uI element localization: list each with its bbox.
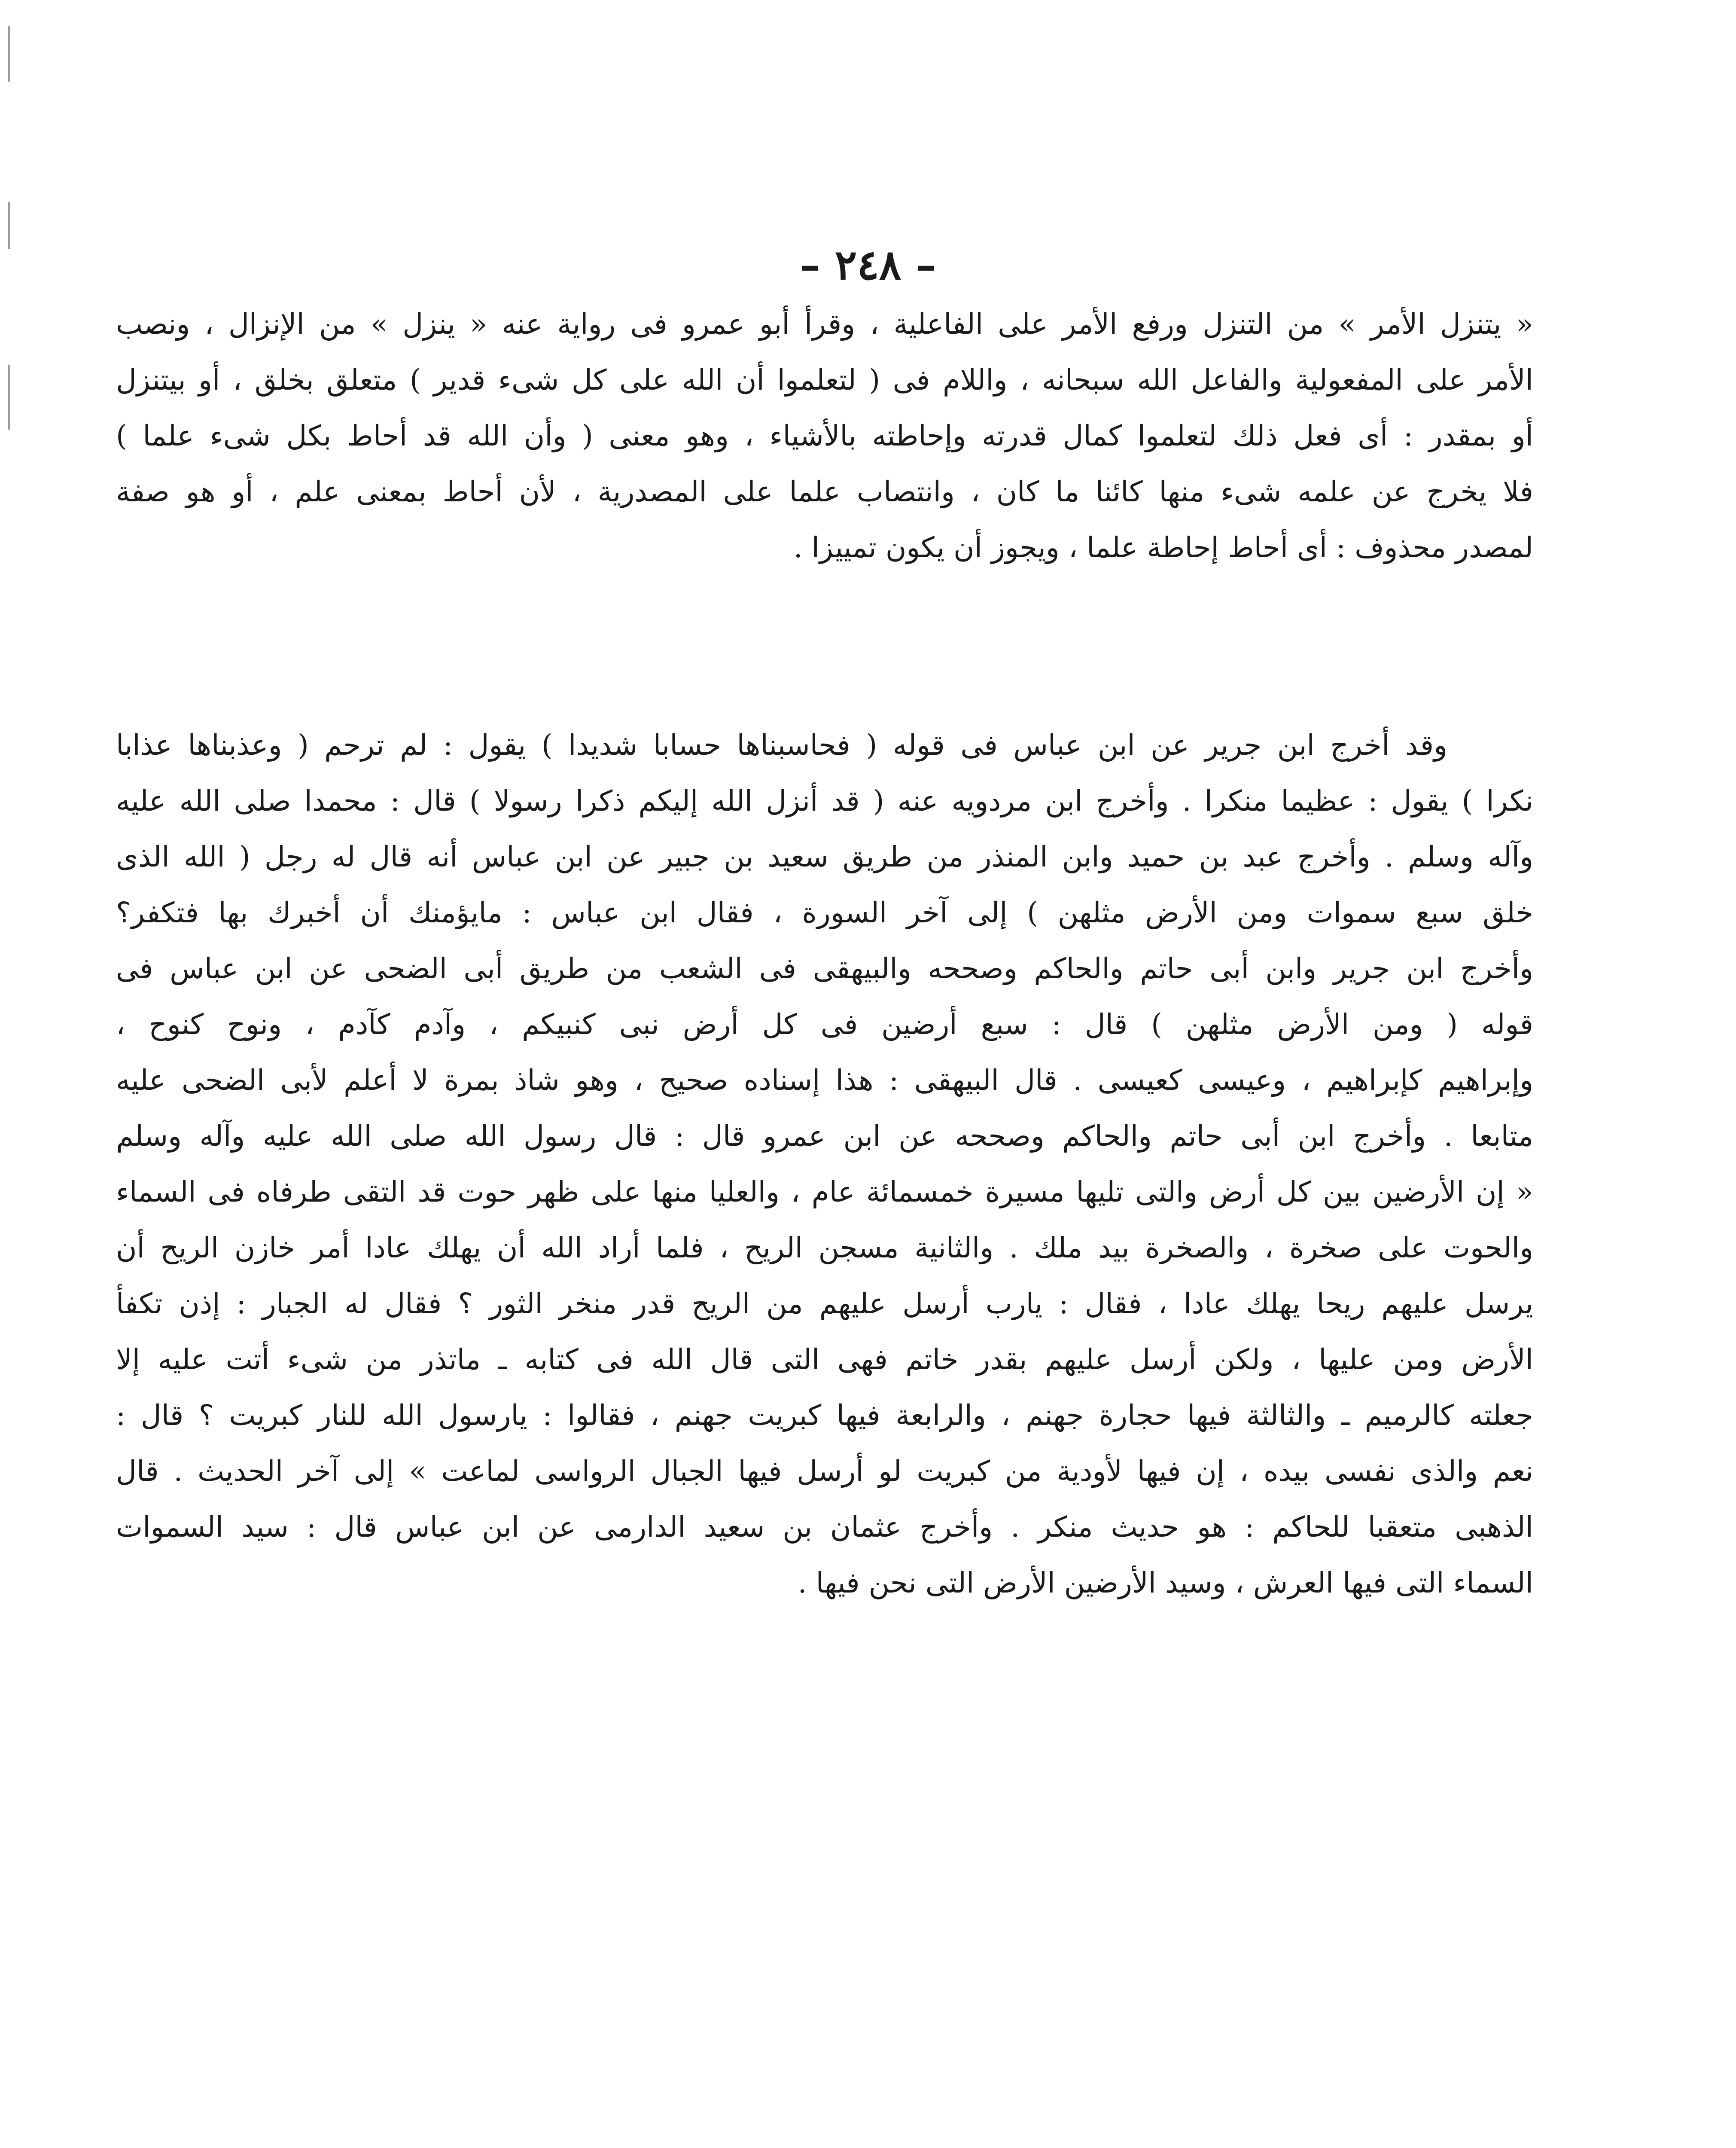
paragraph-1	[116, 296, 1533, 576]
text-line: « يتنزل الأمر » من التنزل ورفع الأمر على الفاعلية ، وقرأ أبو عمرو فى رواية عنه « ينزل » من الإنزال ، ونصب	[116, 308, 1533, 341]
text-line: وآله وسلم . وأخرج عبد بن حميد وابن المنذر من طريق سعيد بن جبير عن ابن عباس أنه قال له رجل ( الله الذى	[116, 840, 1533, 873]
text-line: فلا يخرج عن علمه شىء منها كائنا ما كان ، وانتصاب علما على المصدرية ، لأن أحاط بمعنى علم ، أو هو صفة	[116, 475, 1533, 508]
text-line: أو بمقدر : أى فعل ذلك لتعلموا كمال قدرته وإحاطته بالأشياء ، وهو معنى ( وأن الله قد أحاط بكل شىء علما )	[116, 419, 1533, 452]
text-line: الأمر على المفعولية والفاعل الله سبحانه ، واللام فى ( لتعلموا أن الله على كل شىء قدير ) متعلق بخلق ، أو بيتنزل	[116, 363, 1533, 397]
text-line: لمصدر محذوف : أى أحاط إحاطة علما ، ويجوز أن يكون تمييزا .	[793, 531, 1533, 564]
text-line: والحوت على صخرة ، والصخرة بيد ملك . والثانية مسجن الريح ، فلما أراد الله أن يهلك عادا أمر خازن الريح أن	[116, 1231, 1533, 1264]
text-line: « إن الأرضين بين كل أرض والتى تليها مسيرة خمسمائة عام ، والعليا منها على ظهر حوت قد التقى طرفاه فى السماء	[116, 1175, 1533, 1208]
text-line: خلق سبع سموات ومن الأرض مثلهن ) إلى آخر السورة ، فقال ابن عباس : مايؤمنك أن أخبرك بها فتكفر؟	[116, 896, 1533, 929]
text-line: متابعا . وأخرج ابن أبى حاتم والحاكم وصححه عن ابن عمرو قال : قال رسول الله صلى الله عليه وآله وسلم	[116, 1120, 1533, 1153]
text-line: يرسل عليهم ريحا يهلك عادا ، فقال : يارب أرسل عليهم من الريح قدر منخر الثور ؟ فقال له الجبار : إذن تكفأ	[116, 1287, 1533, 1320]
left-edge-mark-lower	[8, 365, 10, 430]
text-line: الذهبى متعقبا للحاكم : هو حديث منكر . وأخرج عثمان بن سعيد الدارمى عن ابن عباس قال : سيد السموات	[116, 1510, 1533, 1544]
text-line: قوله ( ومن الأرض مثلهن ) قال : سبع أرضين فى كل أرض نبى كنبيكم ، وآدم كآدم ، ونوح كنوح ،	[116, 1008, 1533, 1041]
text-line: جعلته كالرميم ـ والثالثة فيها حجارة جهنم ، والرابعة فيها كبريت جهنم ، فقالوا : يارسول الله للنار كبريت ؟ قال :	[116, 1399, 1533, 1432]
text-line: السماء التى فيها العرش ، وسيد الأرضين الأرض التى نحن فيها .	[798, 1566, 1533, 1599]
text-line: وإبراهيم كإبراهيم ، وعيسى كعيسى . قال البيهقى : هذا إسناده صحيح ، وهو شاذ بمرة لا أعلم لأبى الضحى عليه	[116, 1064, 1533, 1097]
text-line: وأخرج ابن جرير وابن أبى حاتم والحاكم وصححه والبيهقى فى الشعب من طريق أبى الضحى عن ابن عباس فى	[116, 952, 1533, 985]
paragraph-2	[116, 717, 1533, 1611]
page-number: – ٢٤٨ –	[800, 241, 936, 289]
left-edge-mark-top	[8, 26, 10, 82]
text-line: وقد أخرج ابن جرير عن ابن عباس فى قوله ( فحاسبناها حسابا شديدا ) يقول : لم ترحم ( وعذبناها عذابا	[116, 729, 1447, 762]
text-line: نعم والذى نفسى بيده ، إن فيها لأودية من كبريت لو أرسل فيها الجبال الرواسى لماعت » إلى آخر الحديث . قال	[116, 1455, 1533, 1488]
text-line: نكرا ) يقول : عظيما منكرا . وأخرج ابن مردويه عنه ( قد أنزل الله إليكم ذكرا رسولا ) قال : محمدا صلى الله عليه	[116, 784, 1533, 818]
text-line: الأرض ومن عليها ، ولكن أرسل عليهم بقدر خاتم فهى التى قال الله فى كتابه ـ ماتذر من شىء أتت عليه إلا	[116, 1343, 1533, 1376]
